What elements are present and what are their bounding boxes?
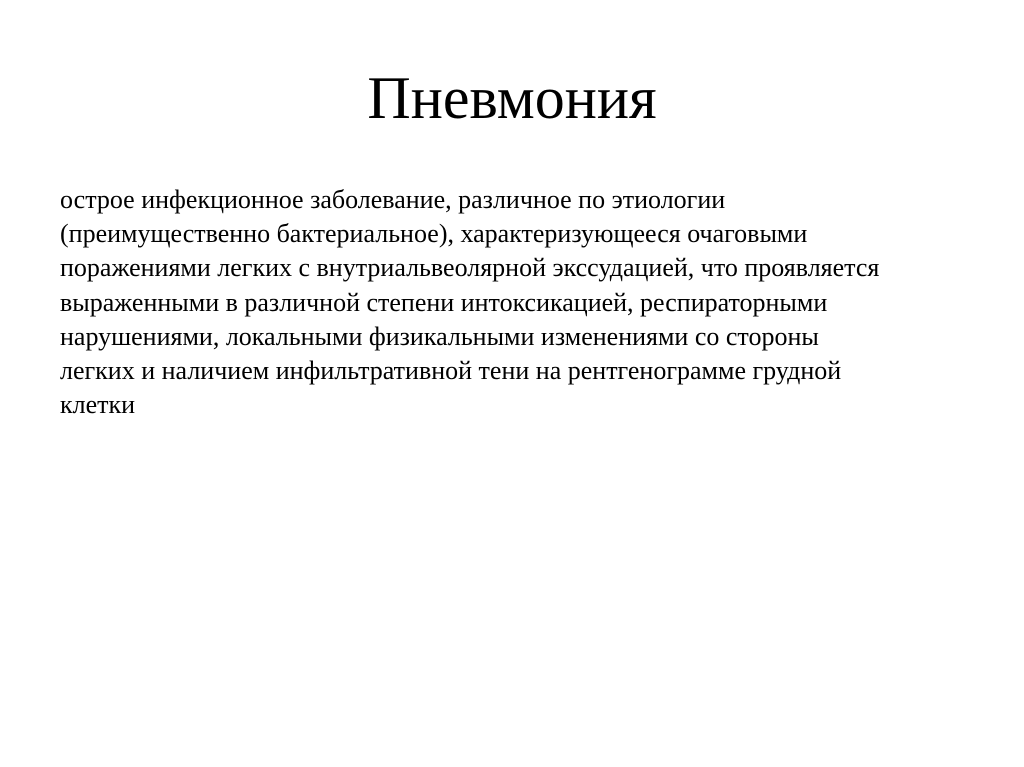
definition-line: острое инфекционное заболевание, различное по этиологии — [60, 185, 726, 214]
definition-line: нарушениями, локальными физикальными изменениями со стороны — [60, 321, 819, 351]
definition-text — [60, 183, 980, 422]
slide-title: Пневмония — [367, 65, 657, 131]
definition-line: (преимущественно бактериальное), характеризующееся очаговыми — [60, 219, 808, 249]
definition-line: клетки — [60, 390, 136, 420]
definition-line: поражениями легких с внутриальвеолярной экссудацией, что проявляется — [60, 253, 880, 283]
definition-line: выраженными в различной степени интоксикацией, респираторными — [60, 287, 828, 317]
definition-line: легких и наличием инфильтративной тени на рентгенограмме грудной — [60, 356, 842, 386]
